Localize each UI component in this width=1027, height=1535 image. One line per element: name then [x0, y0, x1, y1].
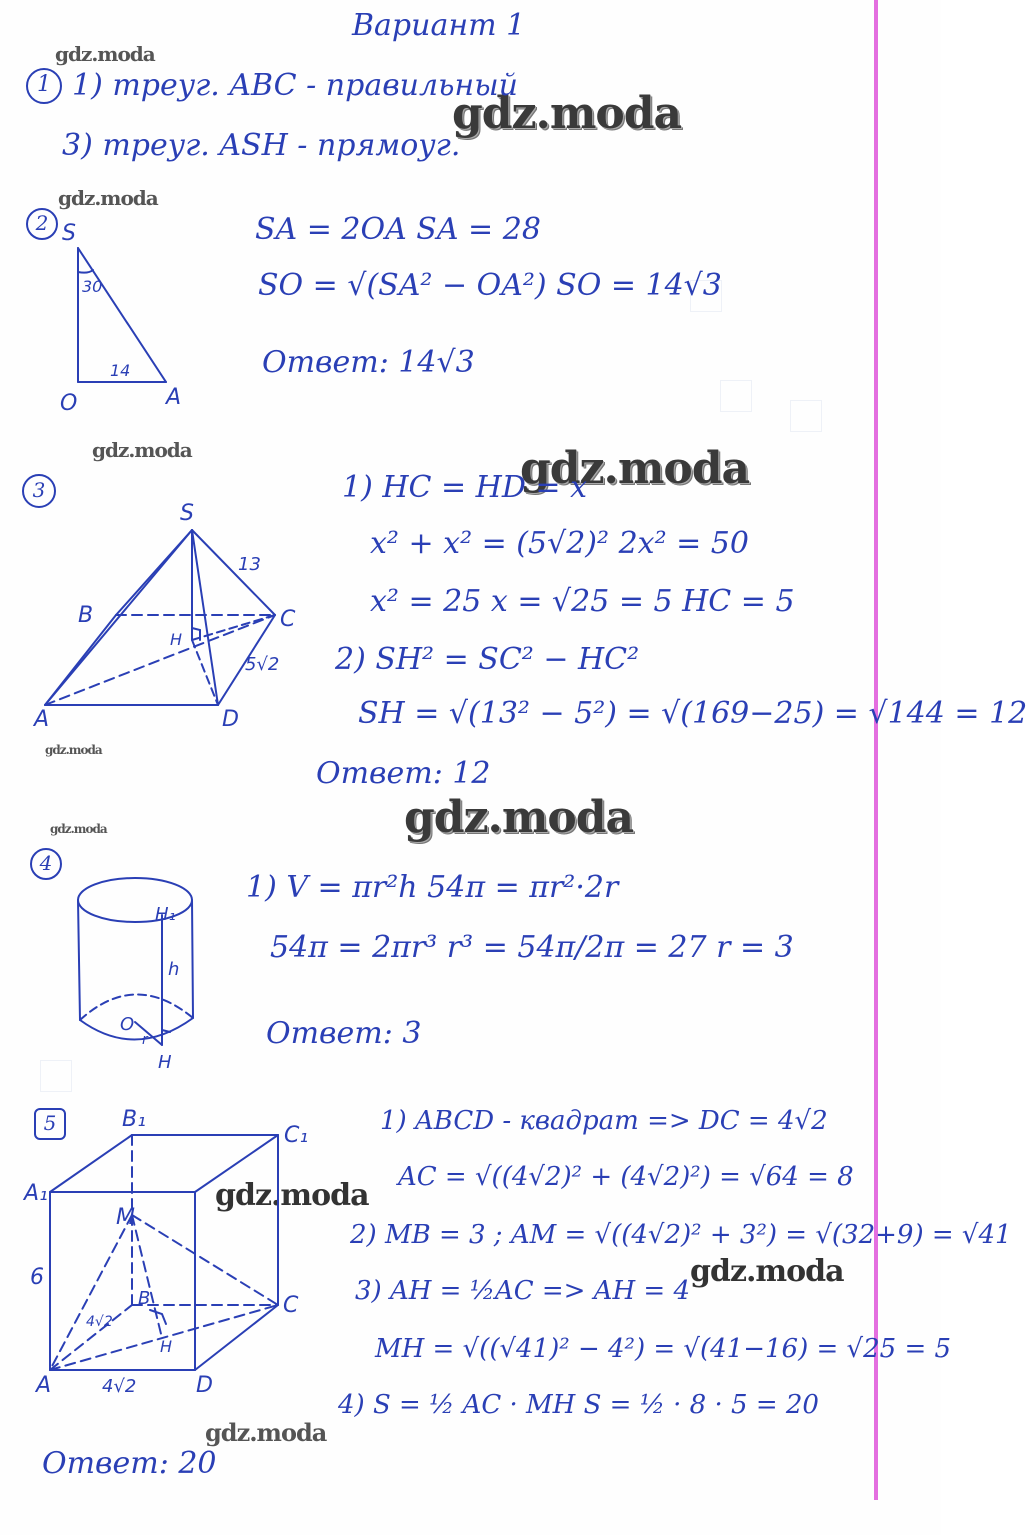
fig4-label-H: H	[158, 1052, 172, 1073]
task-number-3: 3	[22, 474, 56, 508]
task-number-2: 2	[26, 208, 58, 240]
watermark: gdz.moda	[215, 1178, 369, 1213]
fig5-label-height: 6	[30, 1265, 44, 1290]
fig5-label-A1: A₁	[24, 1181, 48, 1206]
task3-line: x² + x² = (5√2)² 2x² = 50	[370, 526, 749, 561]
task5-answer: Ответ: 20	[42, 1446, 217, 1481]
fig5-label-M: M	[116, 1205, 135, 1230]
fig3-label-S: S	[180, 501, 194, 526]
fig3-label-C: C	[280, 607, 296, 632]
fig4-label-r: r	[142, 1032, 148, 1048]
task-number-1: 1	[26, 68, 62, 104]
fig2-label-S: S	[62, 221, 76, 246]
watermark: gdz.moda	[452, 88, 682, 139]
fig3-label-edge: 13	[238, 554, 261, 575]
fig2-label-A: A	[166, 385, 182, 410]
task4-line: 1) V = πr²h 54π = πr²·2r	[246, 870, 619, 905]
task1-line: 3) треуг. ASH - прямоуг.	[62, 128, 461, 163]
task5-line: 1) ABCD - квадрат => DC = 4√2	[380, 1106, 828, 1136]
task2-line: SA = 2OA SA = 28	[255, 212, 541, 247]
task5-line: 3) AH = ½AC => AH = 4	[355, 1276, 690, 1306]
fig3-label-B: B	[78, 603, 94, 628]
task4-answer: Ответ: 3	[266, 1016, 422, 1051]
fig4-label-O: O	[120, 1014, 135, 1035]
task3-answer: Ответ: 12	[316, 756, 491, 791]
watermark: gdz.moda	[404, 792, 634, 843]
task4-line: 54π = 2πr³ r³ = 54π/2π = 27 r = 3	[270, 930, 794, 965]
fig2-label-O: O	[60, 391, 78, 416]
fig4-label-h: h	[168, 959, 180, 980]
fig5-label-H: H	[160, 1337, 173, 1356]
task-number-5: 5	[34, 1108, 66, 1140]
task3-line: 1) HC = HD = x	[342, 470, 587, 505]
fig5-label-diag: 4√2	[86, 1314, 113, 1330]
fig3-label-A: A	[34, 707, 50, 732]
fig3-label-D: D	[222, 707, 239, 732]
task5-line: 2) MB = 3 ; AM = √((4√2)² + 3²) = √(32+9) = √41	[350, 1220, 1012, 1250]
fig2-label-side: 14	[110, 361, 131, 380]
fig2-label-angle: 30	[82, 277, 103, 296]
watermark: gdz.moda	[690, 1254, 844, 1289]
task2-line: SO = √(SA² − OA²) SO = 14√3	[258, 268, 722, 303]
task5-line: AC = √((4√2)² + (4√2)²) = √64 = 8	[398, 1162, 854, 1192]
task5-line: 4) S = ½ AC · MH S = ½ · 8 · 5 = 20	[338, 1390, 819, 1420]
cube-figure	[50, 1135, 278, 1370]
fig4-label-H1: H₁	[155, 904, 176, 925]
fig5-label-C1: C₁	[284, 1123, 309, 1148]
watermark: gdz.moda	[50, 822, 107, 836]
watermark: gdz.moda	[45, 743, 102, 757]
fig5-label-B: B	[138, 1288, 151, 1309]
task-number-4: 4	[30, 848, 62, 880]
task1-line: 1) треуг. ABC - правильный	[72, 68, 518, 103]
watermark: gdz.moda	[205, 1418, 327, 1447]
task5-line: MH = √((√41)² − 4²) = √(41−16) = √25 = 5	[375, 1334, 952, 1364]
task2-answer: Ответ: 14√3	[262, 345, 475, 380]
fig5-label-side: 4√2	[102, 1376, 137, 1397]
fig3-label-H: H	[170, 630, 183, 649]
fig3-label-side: 5√2	[245, 654, 280, 675]
task3-line: SH = √(13² − 5²) = √(169−25) = √144 = 12	[358, 696, 1027, 731]
watermark: gdz.moda	[92, 438, 192, 462]
variant-title: Вариант 1	[352, 8, 526, 43]
fig5-label-C: C	[283, 1293, 299, 1318]
task3-line: x² = 25 x = √25 = 5 HC = 5	[370, 584, 795, 619]
watermark: gdz.moda	[520, 443, 750, 494]
fig5-label-D: D	[196, 1373, 213, 1398]
task3-line: 2) SH² = SC² − HC²	[335, 642, 640, 677]
fig5-label-B1: B₁	[122, 1107, 146, 1132]
watermark: gdz.moda	[58, 186, 158, 210]
watermark: gdz.moda	[55, 42, 155, 66]
fig5-label-A: A	[36, 1373, 52, 1398]
